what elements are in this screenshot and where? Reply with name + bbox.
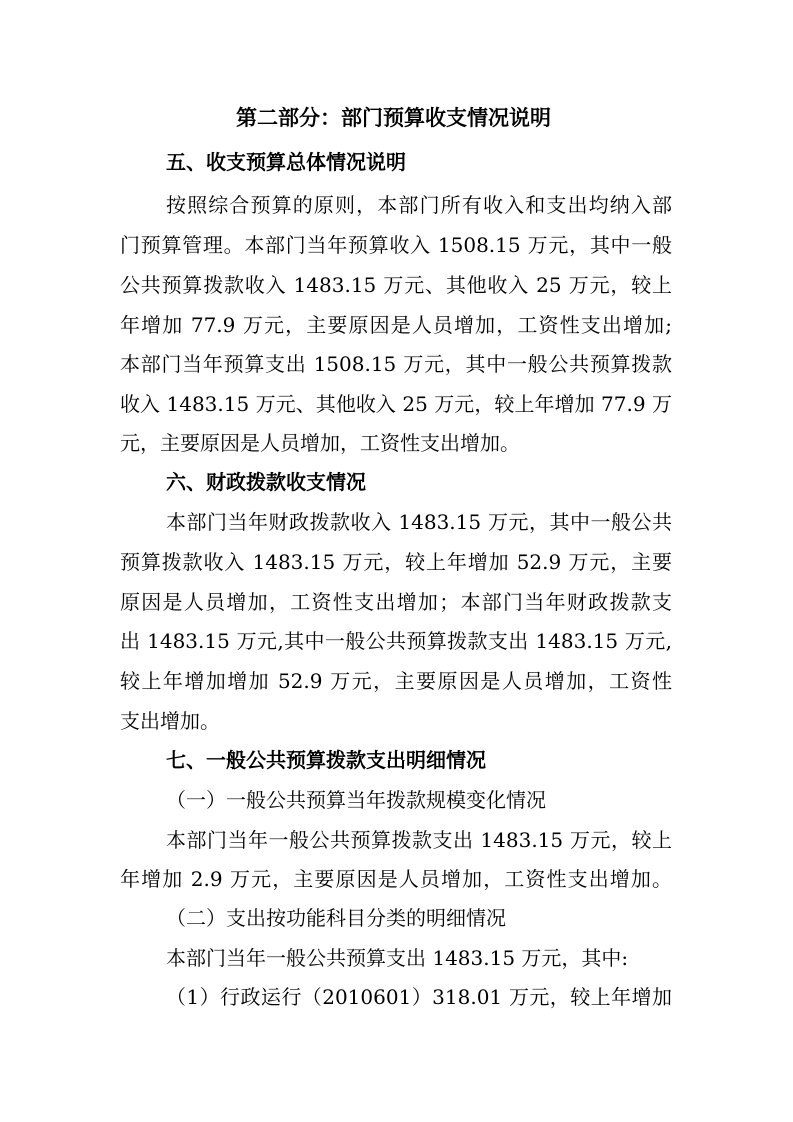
paragraph-line: 年增加 2.9 万元，主要原因是人员增加，工资性支出增加。 bbox=[120, 867, 672, 891]
paragraph-line: 本部门当年一般公共预算拨款支出 1483.15 万元，较上 bbox=[166, 828, 672, 852]
page-title: 第二部分：部门预算收支情况说明 bbox=[236, 106, 551, 130]
paragraph-line: 年增加 77.9 万元，主要原因是人员增加，工资性支出增加; bbox=[120, 313, 672, 337]
paragraph-line: 按照综合预算的原则，本部门所有收入和支出均纳入部 bbox=[166, 193, 672, 217]
paragraph-line: 预算拨款收入 1483.15 万元，较上年增加 52.9 万元，主要 bbox=[120, 550, 672, 574]
paragraph-line: 支出增加。 bbox=[120, 709, 220, 733]
paragraph-line: 原因是人员增加，工资性支出增加；本部门当年财政拨款支 bbox=[120, 590, 672, 614]
paragraph-line: 本部门当年预算支出 1508.15 万元，其中一般公共预算拨款 bbox=[120, 352, 672, 376]
paragraph-line: 元，主要原因是人员增加，工资性支出增加。 bbox=[120, 431, 520, 455]
paragraph-line: 较上年增加增加 52.9 万元，主要原因是人员增加，工资性 bbox=[120, 669, 672, 693]
section-heading-5: 五、收支预算总体情况说明 bbox=[166, 150, 406, 174]
paragraph-line: 本部门当年一般公共预算支出 1483.15 万元，其中: bbox=[166, 946, 629, 970]
paragraph-line: （1）行政运行（2010601）318.01 万元，较上年增加 bbox=[166, 985, 672, 1009]
paragraph-line: 出 1483.15 万元,其中一般公共预算拨款支出 1483.15 万元, bbox=[120, 629, 672, 653]
paragraph-line: 本部门当年财政拨款收入 1483.15 万元，其中一般公共 bbox=[166, 510, 672, 534]
subsection-heading-2: （二）支出按功能科目分类的明细情况 bbox=[166, 906, 506, 930]
subsection-heading-1: （一）一般公共预算当年拨款规模变化情况 bbox=[166, 788, 546, 812]
paragraph-line: 门预算管理。本部门当年预算收入 1508.15 万元，其中一般 bbox=[120, 233, 672, 257]
section-heading-6: 六、财政拨款收支情况 bbox=[166, 470, 366, 494]
paragraph-line: 公共预算拨款收入 1483.15 万元、其他收入 25 万元，较上 bbox=[120, 273, 672, 297]
section-heading-7: 七、一般公共预算拨款支出明细情况 bbox=[166, 748, 486, 772]
paragraph-line: 收入 1483.15 万元、其他收入 25 万元，较上年增加 77.9 万 bbox=[120, 392, 672, 416]
